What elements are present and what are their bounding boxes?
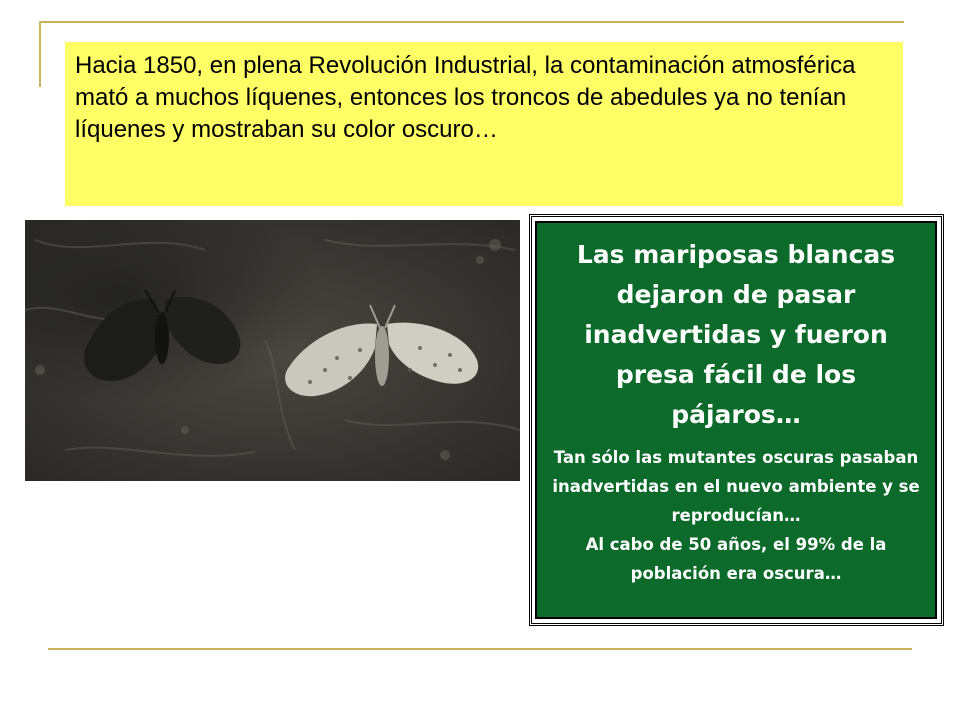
left-rule: [39, 21, 41, 87]
top-rule: [40, 21, 904, 23]
panel-sub-line-2: Al cabo de 50 años, el 99% de la población era oscura…: [585, 535, 887, 583]
panel-sub-line-1: Tan sólo las mutantes oscuras pasaban inadvertidas en el nuevo ambiente y se reproducían…: [552, 448, 920, 525]
moths-photo-image: [25, 220, 520, 481]
moths-photo: [25, 220, 520, 481]
panel-main-text: Las mariposas blancas dejaron de pasar inadvertidas y fueron presa fácil de los pájaros…: [576, 240, 896, 429]
intro-text-box: [65, 42, 903, 206]
intro-text: Hacia 1850, en plena Revolución Industrial, la contaminación atmosférica mató a muchos líquenes, entonces los troncos de abedules ya no tenían líquenes y mostraban su color oscuro…: [75, 52, 856, 143]
panel-sub-text: [547, 443, 925, 588]
info-panel: [535, 221, 937, 619]
bottom-rule: [48, 648, 912, 650]
